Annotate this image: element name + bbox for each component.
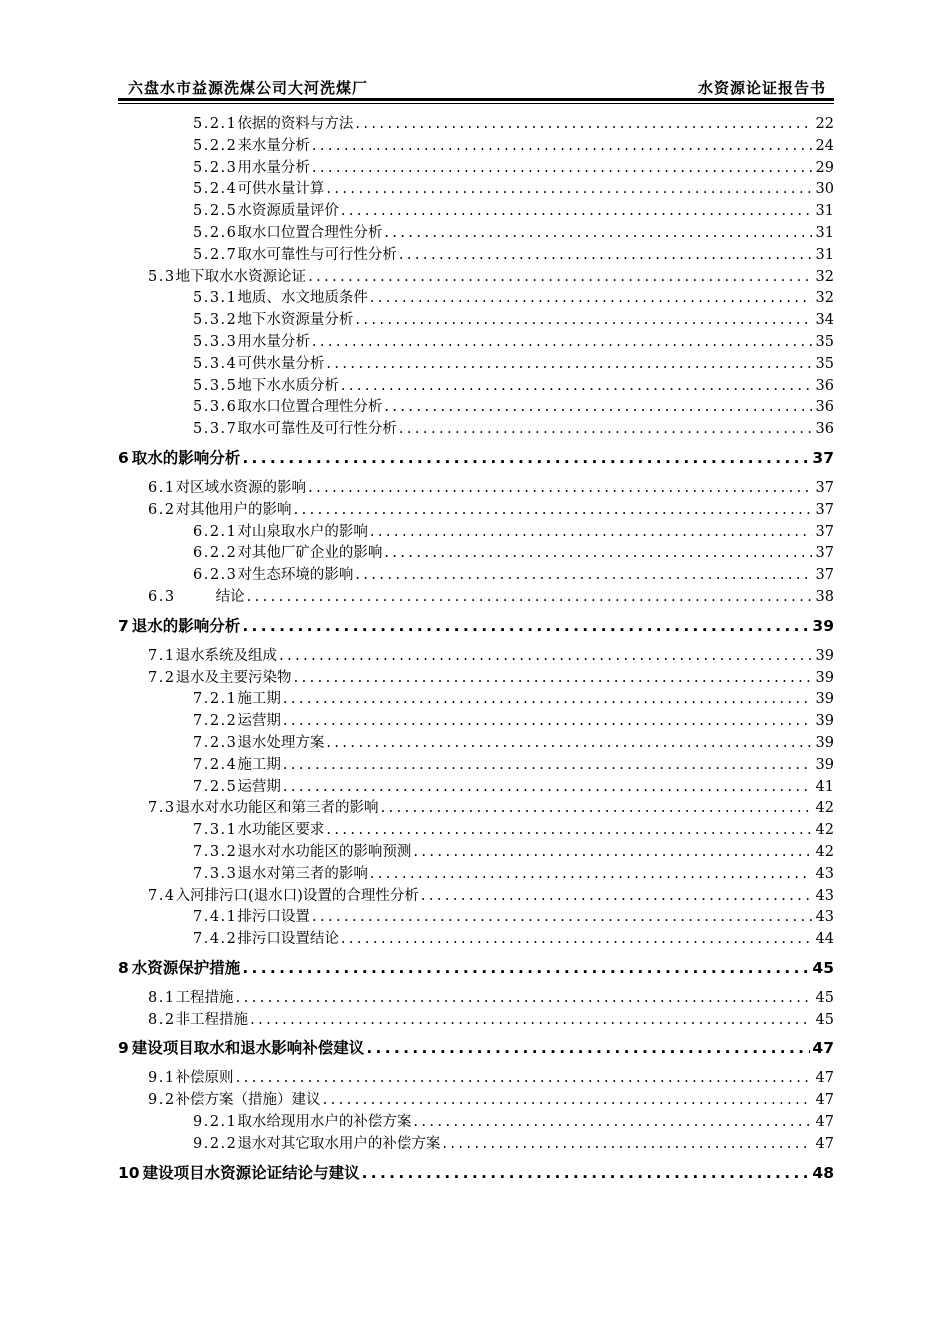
- toc-entry-number: 7.3.2: [193, 843, 238, 860]
- toc-dot-leader: [326, 179, 812, 201]
- toc-entry[interactable]: [118, 288, 834, 310]
- toc-entry-number: 5.3: [148, 268, 176, 285]
- toc-entry-number: 6.2.3: [193, 567, 238, 584]
- toc-dot-leader: [326, 354, 812, 376]
- toc-entry[interactable]: [118, 711, 834, 733]
- toc-entry-number: 9.1: [148, 1070, 176, 1087]
- toc-entry-page-number: 24: [815, 137, 834, 154]
- toc-dot-leader: [384, 223, 812, 245]
- toc-entry-page-number: 47: [815, 1092, 834, 1109]
- toc-entry[interactable]: [118, 443, 834, 474]
- toc-entry-number: 9.2.1: [193, 1114, 238, 1131]
- toc-entry[interactable]: [118, 864, 834, 886]
- toc-entry[interactable]: [118, 136, 834, 158]
- toc-dot-leader: [399, 245, 812, 267]
- toc-entry-page-number: 41: [815, 778, 834, 795]
- toc-dot-leader: [442, 1134, 812, 1156]
- toc-entry-number: 5.2.5: [193, 203, 238, 220]
- toc-entry-number: 5.3.2: [193, 312, 238, 329]
- toc-entry-title: 水资源保护措施: [131, 958, 241, 977]
- toc-entry-title: 退水对第三者的影响: [237, 865, 368, 882]
- toc-dot-leader: [326, 820, 812, 842]
- toc-dot-leader: [381, 798, 812, 820]
- toc-dot-leader: [366, 1033, 810, 1064]
- toc-entry[interactable]: [118, 310, 834, 332]
- toc-entry-number: 7.1: [148, 647, 176, 664]
- toc-dot-leader: [247, 587, 812, 609]
- toc-entry-page-number: 31: [815, 224, 834, 241]
- toc-entry-number: 5.2.7: [193, 246, 238, 263]
- toc-entry-title: 退水及主要污染物: [175, 669, 292, 686]
- page-header: [118, 73, 834, 103]
- toc-entry-number: 8.2: [148, 1011, 176, 1028]
- toc-entry[interactable]: [118, 733, 834, 755]
- toc-entry-number: 6.3: [148, 588, 176, 605]
- toc-entry[interactable]: [118, 522, 834, 544]
- toc-entry-number: 7.3: [148, 800, 176, 817]
- toc-entry-title: 非工程措施: [175, 1011, 249, 1028]
- toc-entry-page-number: 37: [815, 567, 834, 584]
- toc-dot-leader: [283, 777, 812, 799]
- toc-entry-number: 8: [118, 958, 129, 977]
- toc-entry[interactable]: [118, 565, 834, 587]
- toc-entry[interactable]: [118, 397, 834, 419]
- toc-entry[interactable]: [118, 886, 834, 908]
- toc-dot-leader: [308, 478, 812, 500]
- toc-dot-leader: [362, 1158, 811, 1189]
- toc-entry-title: 建设项目取水和退水影响补偿建议: [131, 1039, 365, 1058]
- toc-entry-page-number: 36: [815, 377, 834, 394]
- toc-dot-leader: [370, 522, 812, 544]
- toc-dot-leader: [294, 500, 812, 522]
- toc-entry[interactable]: [118, 777, 834, 799]
- toc-entry-page-number: 31: [815, 246, 834, 263]
- toc-entry-number: 6.1: [148, 479, 176, 496]
- toc-entry-page-number: 47: [815, 1070, 834, 1087]
- toc-entry-page-number: 32: [815, 268, 834, 285]
- toc-entry-title: 对山泉取水户的影响: [237, 523, 368, 540]
- toc-entry-number: 7.2.4: [193, 756, 238, 773]
- toc-entry-page-number: 39: [815, 756, 834, 773]
- toc-entry[interactable]: [118, 929, 834, 951]
- toc-dot-leader: [370, 288, 812, 310]
- toc-entry[interactable]: [118, 201, 834, 223]
- toc-entry-page-number: 37: [815, 545, 834, 562]
- toc-entry-number: 6.2: [148, 501, 176, 518]
- toc-dot-leader: [308, 267, 812, 289]
- toc-entry[interactable]: [118, 245, 834, 267]
- toc-dot-leader: [413, 842, 812, 864]
- toc-dot-leader: [399, 419, 812, 441]
- toc-dot-leader: [341, 929, 812, 951]
- toc-entry-title: 退水的影响分析: [131, 616, 241, 635]
- toc-entry-page-number: 30: [815, 181, 834, 198]
- toc-entry[interactable]: [118, 1112, 834, 1134]
- toc-entry[interactable]: [118, 267, 834, 289]
- toc-entry[interactable]: [118, 1033, 834, 1064]
- toc-entry[interactable]: [118, 611, 834, 642]
- toc-entry[interactable]: [118, 646, 834, 668]
- toc-entry-page-number: 39: [812, 616, 834, 635]
- toc-entry[interactable]: [118, 179, 834, 201]
- toc-entry-number: 7.4.1: [193, 909, 238, 926]
- toc-entry-number: 5.2.1: [193, 116, 238, 132]
- toc-entry-title: 排污口设置: [237, 909, 310, 926]
- toc-dot-leader: [236, 1068, 812, 1090]
- toc-entry-title: 退水对水功能区和第三者的影响: [175, 800, 379, 817]
- toc-entry[interactable]: [118, 114, 834, 136]
- toc-entry[interactable]: [118, 500, 834, 522]
- toc-entry-title: 地下取水水资源论证: [175, 268, 307, 285]
- toc-entry[interactable]: [118, 953, 834, 984]
- toc-entry-number: 6: [118, 448, 129, 467]
- toc-entry[interactable]: [118, 668, 834, 690]
- toc-entry-title: 水资源质量评价: [237, 203, 339, 220]
- toc-entry-title: 可供水量分析: [237, 355, 325, 372]
- toc-entry-title: 取水可靠性与可行性分析: [237, 246, 397, 263]
- header-report-title: 水资源论证报告书: [697, 79, 826, 97]
- toc-entry-title: 地质、水文地质条件: [237, 290, 368, 307]
- toc-entry-title: 取水口位置合理性分析: [237, 399, 383, 416]
- toc-entry-page-number: 39: [815, 691, 834, 708]
- toc-entry-title: 取水口位置合理性分析: [237, 224, 383, 241]
- toc-entry-page-number: 39: [815, 734, 834, 751]
- toc-entry[interactable]: [118, 689, 834, 711]
- toc-entry[interactable]: [118, 1068, 834, 1090]
- toc-dot-leader: [355, 565, 812, 587]
- toc-entry-number: 9.2.2: [193, 1135, 238, 1152]
- toc-entry-title: 退水处理方案: [237, 734, 325, 751]
- toc-entry-title: 用水量分析: [237, 333, 310, 350]
- toc-entry-number: 5.3.1: [193, 290, 238, 307]
- toc-entry-title: 地下水水质分析: [237, 377, 339, 394]
- toc-entry-title: 对其他用户的影响: [175, 501, 292, 518]
- toc-dot-leader: [384, 543, 812, 565]
- toc-entry-number: 7.2.5: [193, 778, 238, 795]
- toc-entry[interactable]: [118, 820, 834, 842]
- toc-entry-number: 9: [118, 1039, 129, 1058]
- toc-dot-leader: [312, 332, 812, 354]
- toc-entry-title: 地下水资源量分析: [237, 312, 354, 329]
- toc-dot-leader: [312, 158, 812, 180]
- toc-entry-title: 退水对水功能区的影响预测: [237, 843, 412, 860]
- toc-entry-page-number: 48: [812, 1163, 834, 1182]
- toc-entry[interactable]: [118, 798, 834, 820]
- toc-entry[interactable]: [118, 332, 834, 354]
- toc-dot-leader: [242, 443, 810, 474]
- toc-entry-page-number: 39: [815, 713, 834, 730]
- toc-entry-number: 6.2.2: [193, 545, 238, 562]
- toc-entry[interactable]: [118, 543, 834, 565]
- toc-entry-title: 取水给现用水户的补偿方案: [237, 1114, 412, 1131]
- toc-dot-leader: [341, 376, 812, 398]
- toc-entry-number: 5.3.4: [193, 355, 238, 372]
- toc-entry-page-number: 38: [815, 588, 834, 605]
- toc-entry-number: 6.2.1: [193, 523, 238, 540]
- toc-entry-number: 5.2.4: [193, 181, 238, 198]
- toc-dot-leader: [341, 201, 812, 223]
- toc-dot-leader: [312, 136, 812, 158]
- toc-dot-leader: [323, 1090, 812, 1112]
- toc-entry-number: 7.2: [148, 669, 176, 686]
- toc-dot-leader: [294, 668, 812, 690]
- toc-entry-title: 排污口设置结论: [237, 931, 339, 948]
- toc-entry-page-number: 45: [812, 958, 834, 977]
- toc-entry[interactable]: [118, 1134, 834, 1156]
- toc-entry-title: 退水对其它取水用户的补偿方案: [237, 1135, 441, 1152]
- toc-entry-title: 取水可靠性及可行性分析: [237, 421, 397, 438]
- toc-entry-number: 5.3.5: [193, 377, 238, 394]
- toc-entry-title: 建设项目水资源论证结论与建议: [142, 1163, 360, 1182]
- toc-entry-page-number: 47: [815, 1135, 834, 1152]
- toc-entry-page-number: 37: [812, 448, 834, 467]
- toc-dot-leader: [312, 907, 812, 929]
- toc-entry-title: 补偿方案（措施）建议: [175, 1092, 321, 1109]
- toc-entry-number: 5.2.2: [193, 137, 238, 154]
- toc-entry-number: 7.2.3: [193, 734, 238, 751]
- toc-dot-leader: [236, 988, 812, 1010]
- toc-entry-page-number: 35: [815, 355, 834, 372]
- toc-entry-page-number: 29: [815, 159, 834, 176]
- toc-entry-title: 退水系统及组成: [175, 647, 278, 664]
- toc-entry-page-number: 34: [815, 312, 834, 329]
- toc-entry[interactable]: [118, 587, 834, 609]
- toc-entry-number: 7: [118, 616, 129, 635]
- toc-dot-leader: [384, 397, 812, 419]
- toc-entry-page-number: 37: [815, 479, 834, 496]
- toc-dot-leader: [279, 646, 812, 668]
- toc-entry-number: 7.3.1: [193, 822, 238, 839]
- toc-dot-leader: [250, 1010, 812, 1032]
- toc-dot-leader: [370, 864, 812, 886]
- toc-entry-page-number: 47: [812, 1039, 834, 1058]
- toc-entry-title: 来水量分析: [237, 137, 310, 154]
- toc-entry-title: 取水的影响分析: [131, 448, 241, 467]
- toc-dot-leader: [421, 886, 812, 908]
- toc-entry[interactable]: [118, 988, 834, 1010]
- toc-entry-page-number: 42: [815, 843, 834, 860]
- toc-entry-title: 运营期: [237, 713, 281, 730]
- toc-entry-page-number: 36: [815, 421, 834, 438]
- toc-entry-title: 施工期: [237, 756, 281, 773]
- toc-entry[interactable]: [118, 907, 834, 929]
- toc-entry-number: 5.2.6: [193, 224, 238, 241]
- toc-dot-leader: [355, 114, 812, 136]
- toc-entry[interactable]: [118, 755, 834, 777]
- toc-entry-title: 依据的资料与方法: [237, 116, 354, 132]
- toc-entry-title: 结论: [215, 588, 245, 605]
- toc-entry-title: 对区域水资源的影响: [175, 479, 307, 496]
- toc-entry-page-number: 32: [815, 290, 834, 307]
- toc-entry-page-number: 43: [815, 909, 834, 926]
- toc-entry[interactable]: [118, 842, 834, 864]
- toc-entry-page-number: 47: [815, 1114, 834, 1131]
- toc-entry-title: 工程措施: [175, 989, 234, 1006]
- toc-entry-title: 用水量分析: [237, 159, 310, 176]
- toc-entry-title: 补偿原则: [175, 1070, 234, 1087]
- toc-entry[interactable]: [118, 158, 834, 180]
- toc-entry-page-number: 39: [815, 669, 834, 686]
- toc-entry-title: 施工期: [237, 691, 281, 708]
- toc-entry-number: 7.4.2: [193, 931, 238, 948]
- toc-entry-page-number: 45: [815, 1011, 834, 1028]
- toc-dot-leader: [283, 755, 812, 777]
- toc-entry[interactable]: [118, 1010, 834, 1032]
- toc-entry-number: 5.2.3: [193, 159, 238, 176]
- toc-entry-page-number: 35: [815, 333, 834, 350]
- toc-dot-leader: [283, 711, 812, 733]
- toc-entry-page-number: 42: [815, 800, 834, 817]
- toc-entry-title: 对生态环境的影响: [237, 567, 354, 584]
- toc-entry-number: 7.2.2: [193, 713, 238, 730]
- toc-entry-page-number: 45: [815, 989, 834, 1006]
- table-of-contents: [118, 114, 834, 1189]
- toc-entry-number: 7.3.3: [193, 865, 238, 882]
- toc-entry-title: 对其他厂矿企业的影响: [237, 545, 383, 562]
- toc-entry-page-number: 43: [815, 865, 834, 882]
- toc-entry-title: 可供水量计算: [237, 181, 325, 198]
- toc-dot-leader: [413, 1112, 812, 1134]
- toc-entry-number: 8.1: [148, 989, 176, 1006]
- toc-dot-leader: [355, 310, 812, 332]
- header-rule: [118, 98, 834, 101]
- toc-entry-title: 水功能区要求: [237, 822, 325, 839]
- toc-entry-number: 9.2: [148, 1092, 176, 1109]
- toc-dot-leader: [326, 733, 812, 755]
- toc-entry-number: 5.3.7: [193, 421, 238, 438]
- toc-entry-page-number: 42: [815, 822, 834, 839]
- toc-entry-title: 入河排污口(退水口)设置的合理性分析: [175, 887, 419, 904]
- toc-dot-leader: [242, 611, 810, 642]
- toc-entry-number: 7.2.1: [193, 691, 238, 708]
- toc-dot-leader: [283, 689, 812, 711]
- toc-entry-page-number: 36: [815, 399, 834, 416]
- toc-entry[interactable]: [118, 223, 834, 245]
- toc-entry-number: 5.3.6: [193, 399, 238, 416]
- toc-entry-page-number: 44: [815, 931, 834, 948]
- toc-entry-page-number: 37: [815, 523, 834, 540]
- toc-entry[interactable]: [118, 1090, 834, 1112]
- toc-entry-page-number: 31: [815, 203, 834, 220]
- toc-entry[interactable]: [118, 354, 834, 376]
- toc-entry-page-number: 37: [815, 501, 834, 518]
- toc-entry-number: 5.3.3: [193, 333, 238, 350]
- toc-entry-page-number: 43: [815, 887, 834, 904]
- toc-entry-title: 运营期: [237, 778, 281, 795]
- header-company-name: 六盘水市益源洗煤公司大河洗煤厂: [128, 79, 369, 97]
- toc-entry[interactable]: [118, 419, 834, 441]
- toc-entry-number: 10: [118, 1163, 140, 1182]
- toc-entry[interactable]: [118, 376, 834, 398]
- toc-entry-page-number: 22: [815, 116, 834, 132]
- toc-entry-page-number: 39: [815, 647, 834, 664]
- toc-entry[interactable]: [118, 1158, 834, 1189]
- toc-entry-number: 7.4: [148, 887, 176, 904]
- toc-dot-leader: [242, 953, 810, 984]
- header-rule-thin: [118, 103, 834, 104]
- toc-entry[interactable]: [118, 478, 834, 500]
